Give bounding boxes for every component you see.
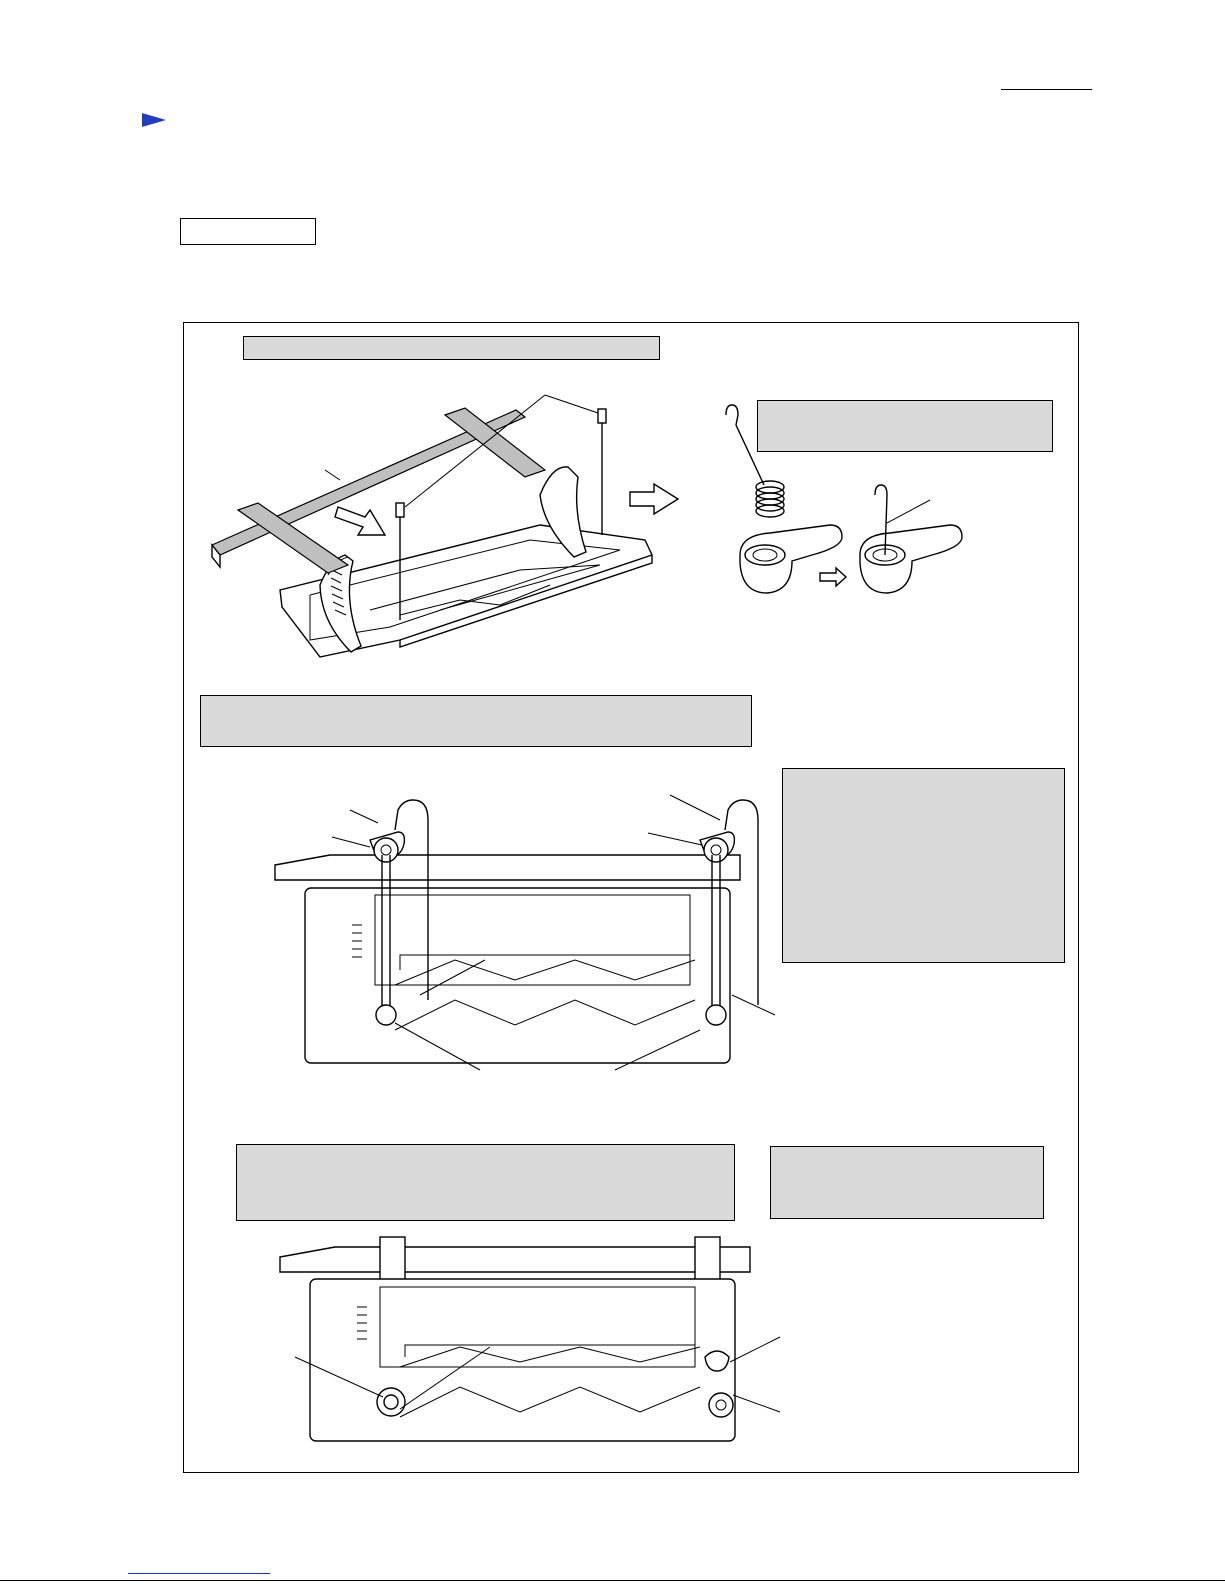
page-reference-underline bbox=[1001, 89, 1092, 90]
base-rail-isometric-illustration bbox=[200, 395, 690, 690]
callout-box-top bbox=[243, 336, 660, 360]
spring-handle-illustration bbox=[720, 405, 990, 615]
base-top-view-assembled-illustration bbox=[275, 1237, 785, 1452]
footer-link-underline[interactable] bbox=[128, 1573, 270, 1574]
callout-box-middle bbox=[200, 695, 752, 747]
right-arrow-icon bbox=[628, 483, 680, 515]
callout-box-bottom-right bbox=[770, 1146, 1044, 1219]
step-label-box bbox=[180, 218, 316, 245]
base-top-view-springs-illustration bbox=[270, 785, 780, 1085]
play-arrow-icon bbox=[142, 113, 166, 127]
callout-box-bottom bbox=[236, 1144, 735, 1221]
footer-rule bbox=[0, 1580, 1225, 1581]
callout-box-note bbox=[782, 768, 1065, 963]
